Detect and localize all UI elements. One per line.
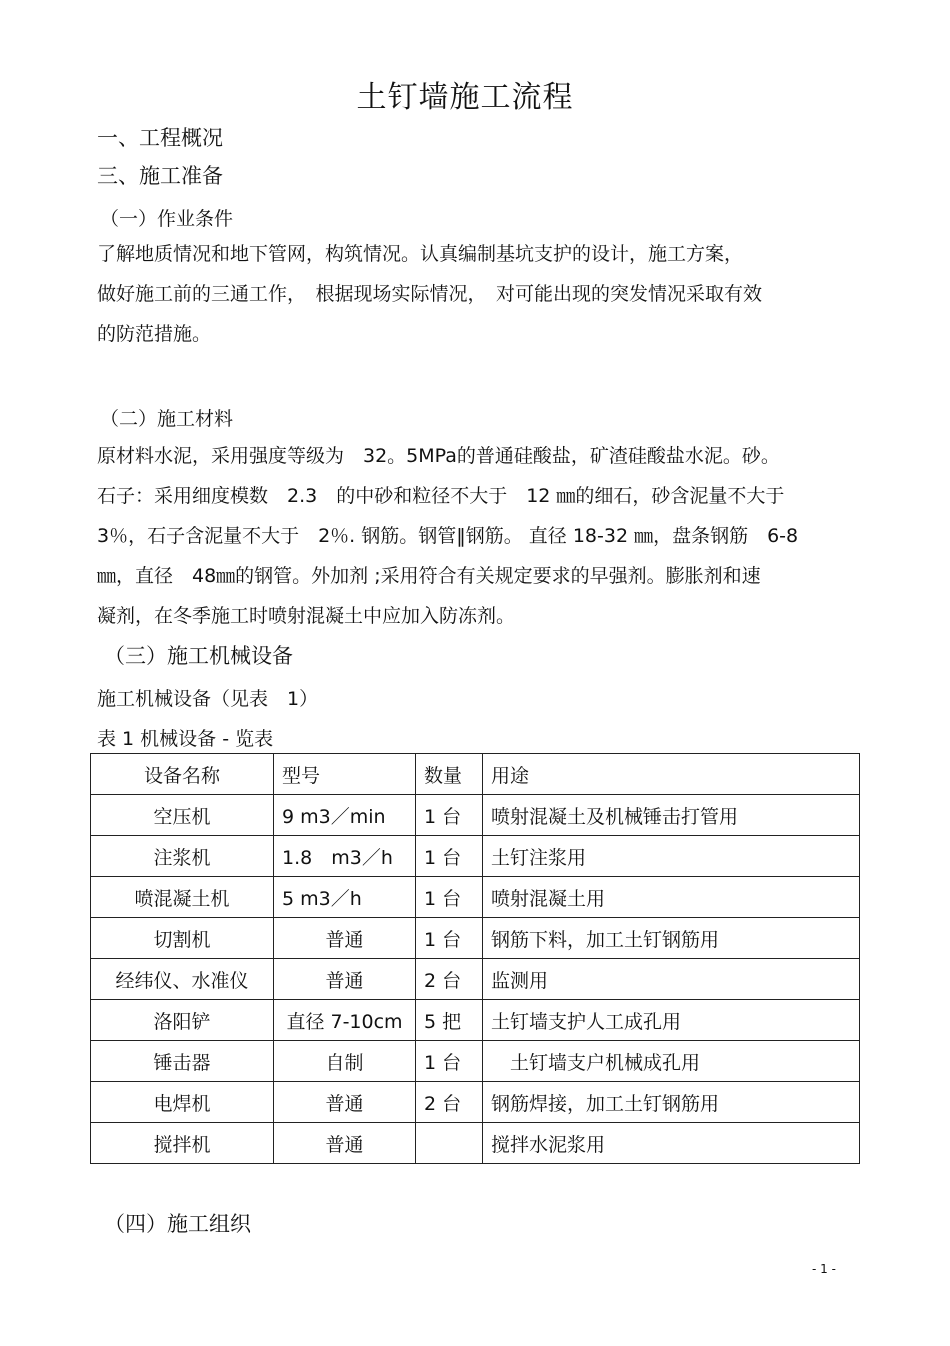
table-cell: 普通 <box>274 1123 416 1164</box>
paragraph-line: 石子：采用细度模数 2.3 的中砂和粒径不大于 12 ㎜的细石，砂含泥量不大于 <box>97 485 785 507</box>
table-cell: 电焊机 <box>91 1082 274 1123</box>
table-row <box>91 1082 860 1123</box>
subsection-heading-1: （一）作业条件 <box>100 208 234 230</box>
table-row <box>91 918 860 959</box>
table-cell: 1 台 <box>416 836 483 877</box>
table-cell: 空压机 <box>91 795 274 836</box>
equipment-table <box>90 753 860 1164</box>
paragraph-line: 凝剂，在冬季施工时喷射混凝土中应加入防冻剂。 <box>97 605 516 627</box>
table-cell: 监测用 <box>483 959 860 1000</box>
paragraph-line: 的防范措施。 <box>97 323 212 345</box>
table-row <box>91 795 860 836</box>
equipment-intro: 施工机械设备（见表 1） <box>97 688 319 710</box>
column-header: 数量 <box>416 754 483 795</box>
paragraph-line: ㎜，直径 48㎜的钢管。外加剂 ;采用符合有关规定要求的早强剂。膨胀剂和速 <box>97 565 761 587</box>
table-cell: 1 台 <box>416 1041 483 1082</box>
table-cell: 自制 <box>274 1041 416 1082</box>
table-row <box>91 836 860 877</box>
table-cell: 喷混凝土机 <box>91 877 274 918</box>
paragraph-work-conditions <box>97 234 857 354</box>
table-cell <box>416 1123 483 1164</box>
table-header-row <box>91 754 860 795</box>
paragraph-materials <box>97 436 857 636</box>
table-cell: 普通 <box>274 918 416 959</box>
paragraph-line: 做好施工前的三通工作， 根据现场实际情况， 对可能出现的突发情况采取有效 <box>97 283 763 305</box>
column-header: 用途 <box>483 754 860 795</box>
column-header: 型号 <box>274 754 416 795</box>
subsection-heading-2: （二）施工材料 <box>100 408 234 430</box>
document-title: 土钉墙施工流程 <box>356 80 574 115</box>
table-cell: 搅拌水泥浆用 <box>483 1123 860 1164</box>
table-cell: 切割机 <box>91 918 274 959</box>
table-cell: 注浆机 <box>91 836 274 877</box>
table-cell: 土钉注浆用 <box>483 836 860 877</box>
table-cell: 9 m3／min <box>274 795 416 836</box>
page-number: - 1 - <box>812 1262 836 1276</box>
table-cell: 土钉墙支护人工成孔用 <box>483 1000 860 1041</box>
table-cell: 1 台 <box>416 795 483 836</box>
table-cell: 1 台 <box>416 918 483 959</box>
table-cell: 喷射混凝土及机械锤击打管用 <box>483 795 860 836</box>
table-cell: 喷射混凝土用 <box>483 877 860 918</box>
table-cell: 2 台 <box>416 959 483 1000</box>
table-cell: 经纬仪、水准仪 <box>91 959 274 1000</box>
subsection-heading-3: （三）施工机械设备 <box>104 644 293 668</box>
table-row <box>91 1123 860 1164</box>
paragraph-line: 原材料水泥，采用强度等级为 32。5MPa的普通硅酸盐，矿渣硅酸盐水泥。砂。 <box>97 445 780 467</box>
subsection-heading-4: （四）施工组织 <box>104 1212 251 1236</box>
table-cell: 5 把 <box>416 1000 483 1041</box>
table-cell: 土钉墙支户机械成孔用 <box>483 1041 860 1082</box>
column-header: 设备名称 <box>91 754 274 795</box>
table-row <box>91 959 860 1000</box>
table-cell: 钢筋焊接，加工土钉钢筋用 <box>483 1082 860 1123</box>
table-cell: 1 台 <box>416 877 483 918</box>
section-heading-3: 三、施工准备 <box>97 164 223 188</box>
table-cell: 搅拌机 <box>91 1123 274 1164</box>
table-row <box>91 1000 860 1041</box>
table-cell: 1.8 m3／h <box>274 836 416 877</box>
table-cell: 钢筋下料，加工土钉钢筋用 <box>483 918 860 959</box>
table-cell: 5 m3／h <box>274 877 416 918</box>
paragraph-line: 了解地质情况和地下管网，构筑情况。认真编制基坑支护的设计，施工方案， <box>97 243 744 265</box>
section-heading-1: 一、工程概况 <box>97 126 223 150</box>
table-cell: 洛阳铲 <box>91 1000 274 1041</box>
table-caption: 表 1 机械设备 - 览表 <box>97 728 274 750</box>
table-cell: 普通 <box>274 1082 416 1123</box>
table-cell: 2 台 <box>416 1082 483 1123</box>
table-cell: 锤击器 <box>91 1041 274 1082</box>
table-cell: 普通 <box>274 959 416 1000</box>
table-row <box>91 877 860 918</box>
table-cell: 直径 7-10cm <box>274 1000 416 1041</box>
paragraph-line: 3％，石子含泥量不大于 2％. 钢筋。钢管‖钢筋。 直径 18-32 ㎜，盘条钢筋 6-8 <box>97 525 799 547</box>
table-row <box>91 1041 860 1082</box>
